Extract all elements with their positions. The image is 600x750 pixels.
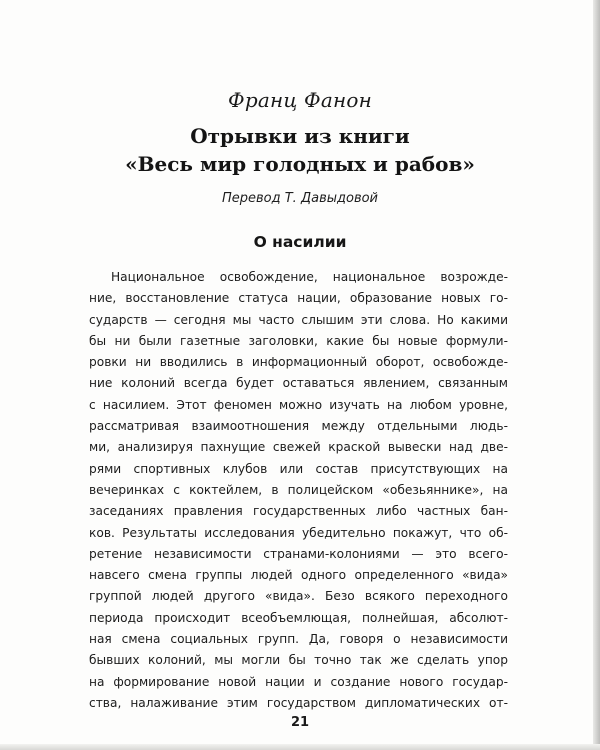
text-line: рями спортивных клубов или состав присутствующих на	[89, 461, 508, 476]
text-line: бывших колоний, мы могли бы точно так же сделать упор	[89, 653, 508, 668]
text-line: ми, анализируя пахнущие свежей краской вывески над две-	[89, 440, 508, 455]
text-line: Национальное освобождение, национальное возрожде-	[111, 270, 508, 284]
body-paragraph	[89, 267, 508, 714]
chapter-title-line-2: «Весь мир голодных и рабов»	[125, 152, 475, 176]
section-heading: О насилии	[253, 233, 347, 251]
text-line: ние колоний всегда будет оставаться явлением, связанным	[89, 376, 508, 391]
text-line: вечеринках с коктейлем, в полицейском «обезьяннике», на	[89, 482, 508, 497]
text-line: бы ни были газетные заголовки, какие бы новые формули-	[89, 333, 508, 348]
author-name: Франц Фанон	[228, 88, 372, 112]
text-line: ков. Результаты исследования убедительно покажут, что об-	[89, 525, 508, 540]
text-line: рассматривая взаимоотношения между отдельными людь-	[89, 419, 508, 434]
text-line: с насилием. Этот феномен можно изучать на любом уровне,	[89, 397, 508, 412]
chapter-title-line-1: Отрывки из книги	[190, 124, 410, 148]
scan-edge-right	[593, 0, 600, 750]
text-line: заседаниях правления государственных либо частных бан-	[89, 504, 508, 519]
chapter-title	[0, 122, 600, 178]
text-line: ства, налаживание этим государством дипломатических от-	[89, 695, 508, 710]
text-line: сударств — сегодня мы часто слышим эти слова. Но какими	[89, 312, 508, 327]
text-line: навсего смена группы людей одного определенного «вида»	[89, 568, 508, 583]
text-line: на формирование новой нации и создание нового государ-	[89, 674, 508, 689]
text-line: ная смена социальных групп. Да, говоря о независимости	[89, 632, 508, 647]
text-line: ние, восстановление статуса нации, образование новых го-	[89, 291, 508, 306]
scan-edge-bottom	[0, 744, 600, 750]
text-line: периода происходит всеобъемлющая, полнейшая, абсолют-	[89, 610, 508, 625]
translator-credit: Перевод Т. Давыдовой	[221, 191, 379, 206]
page-number: 21	[290, 715, 310, 730]
text-line: ретение независимости странами-колониями — это всего-	[89, 546, 508, 561]
text-line: группой людей другого «вида». Безо всякого переходного	[89, 589, 508, 604]
text-line: ровки ни вводились в информационный оборот, освобожде-	[89, 355, 508, 370]
